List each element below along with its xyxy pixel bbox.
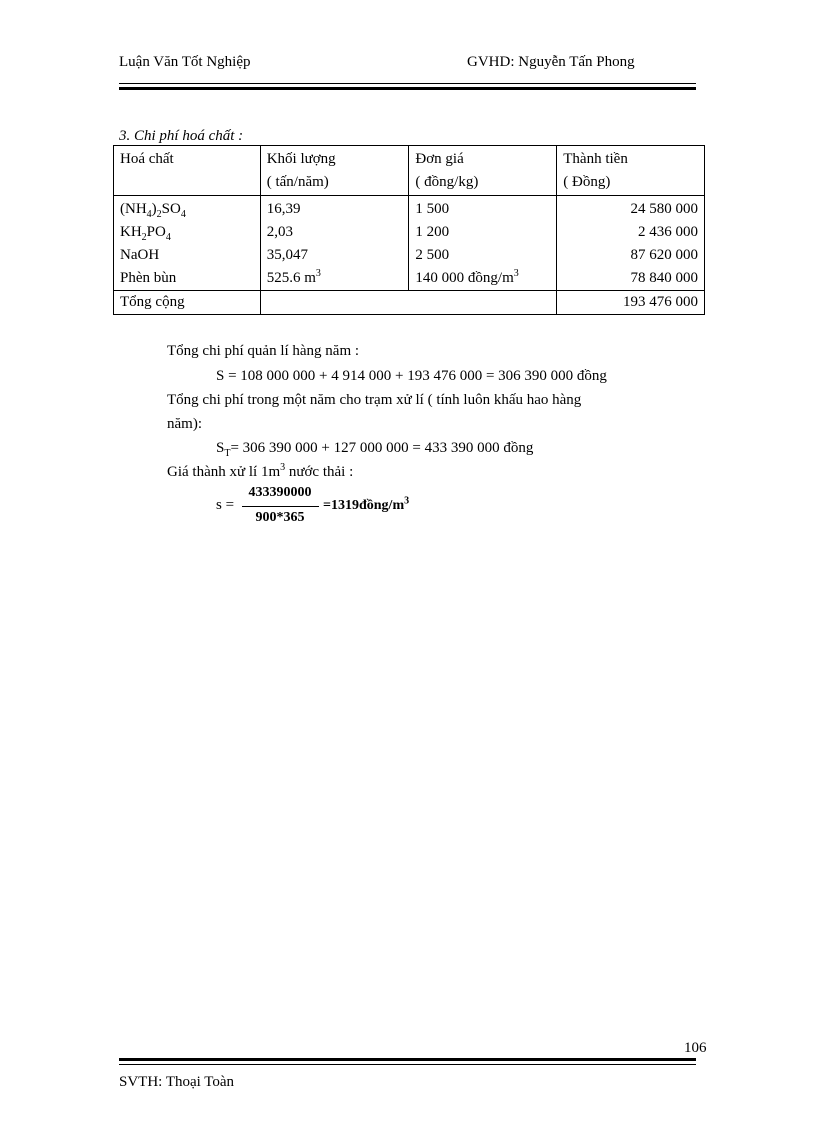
formula-denominator: 900*365 — [255, 510, 305, 525]
mass-values: 16,39 2,03 35,047 525.6 $m^3$ — [260, 196, 409, 291]
chemical-names — [114, 196, 261, 291]
table-total-row — [114, 291, 705, 315]
total-empty — [260, 291, 557, 315]
footer-rule-thin — [119, 1064, 696, 1065]
footer-rule-thick — [119, 1058, 696, 1061]
total-cost-equation: $S_T= 306$ 390 000 + 127 000 000 = 433 390 000 đồng — [216, 440, 534, 459]
table-body-row — [114, 196, 705, 291]
section-title: 3. Chi phí hoá chất : — [119, 128, 244, 144]
footer-student: SVTH: Thoại Toàn — [119, 1074, 235, 1090]
header-chemical: Hoá chất — [114, 146, 261, 196]
total-value: 193 476 000 — [557, 291, 705, 315]
chemical-cost-table — [113, 145, 705, 315]
chemical-naoh: NaOH — [120, 247, 160, 263]
chemical-kh2po4: $KH_2PO_4$ — [120, 224, 171, 243]
price-values: 1 500 1 200 2 500 140 000 đồng/$m^3$ — [409, 196, 557, 291]
total-label: Tổng cộng — [114, 291, 261, 315]
table-header-row — [114, 146, 705, 196]
annual-cost-label: Tổng chi phí quản lí hàng năm : — [167, 343, 360, 359]
header-unit-price: Đơn giá ( đồng/kg) — [409, 146, 557, 196]
header-title: Luận Văn Tốt Nghiệp — [119, 54, 251, 70]
header-rule-thick — [119, 87, 696, 90]
chemical-ammonium-sulfate: $(NH_4)_2SO_4$ — [120, 201, 186, 220]
total-cost-label-cont: năm): — [167, 416, 202, 432]
amount-values: 24 580 000 2 436 000 87 620 000 78 840 000 — [557, 196, 705, 291]
page-number: 106 — [684, 1040, 707, 1056]
formula-numerator: 433390000 — [248, 485, 312, 500]
formula-result: $=1319đồng/m^3$ — [323, 495, 410, 513]
chemical-phen-bun: Phèn bùn — [120, 270, 177, 286]
header-advisor: GVHD: Nguyễn Tấn Phong — [467, 54, 635, 70]
unit-cost-label: Giá thành xử lí $1m^3$ nước thải : — [167, 462, 354, 480]
header-rule-thin — [119, 83, 696, 84]
header-mass: Khối lượng ( tấn/năm) — [260, 146, 409, 196]
header-amount: Thành tiền ( Đồng) — [557, 146, 705, 196]
formula-label: s = — [216, 497, 235, 513]
annual-cost-equation: S = 108 000 000 + 4 914 000 + 193 476 000 = 306 390 000 đồng — [216, 368, 607, 384]
total-cost-label: Tổng chi phí trong một năm cho trạm xử lí ( tính luôn khấu hao hàng — [167, 392, 582, 408]
fraction-bar — [242, 506, 319, 507]
